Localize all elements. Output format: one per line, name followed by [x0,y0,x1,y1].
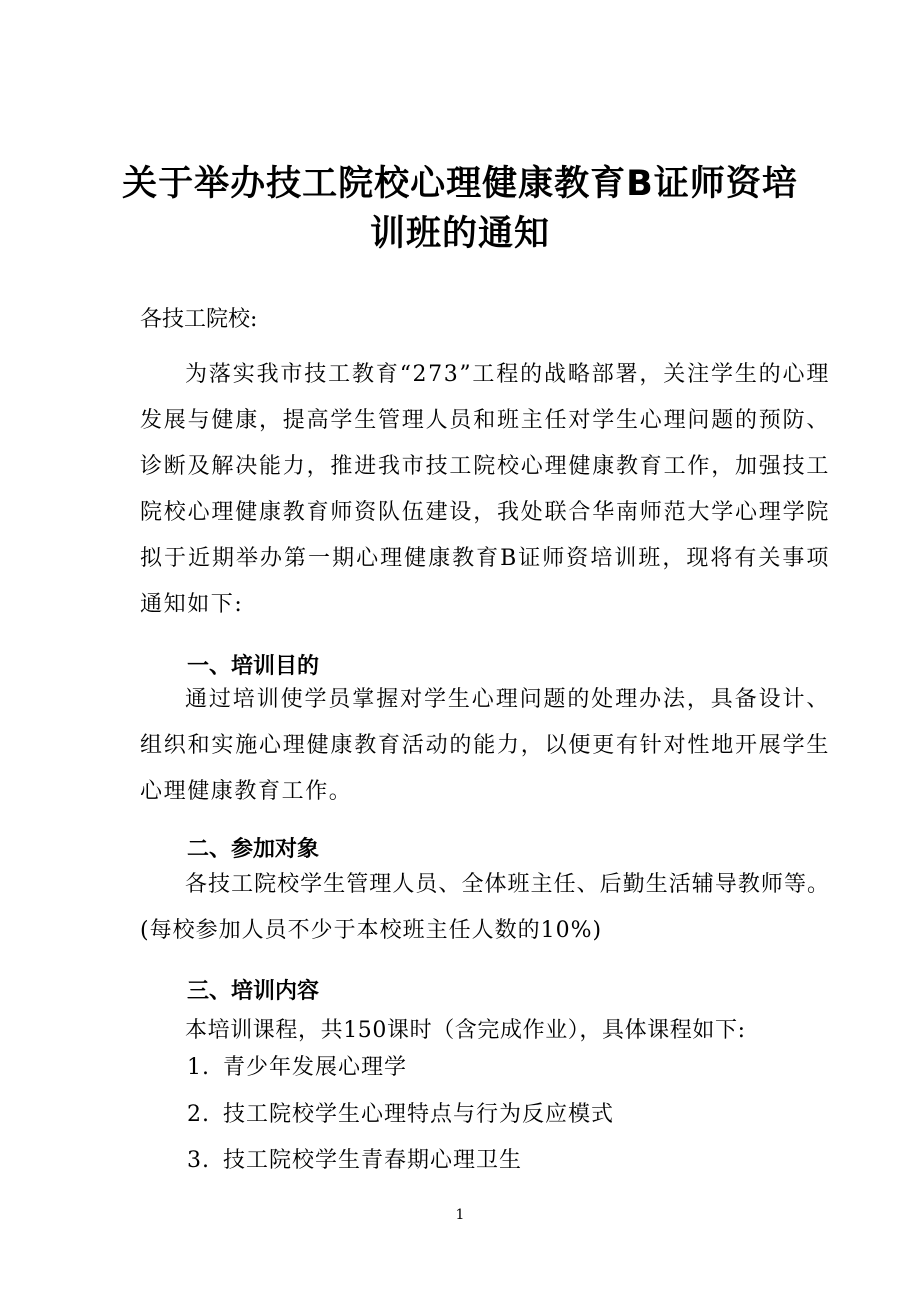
list-item-text: 技工院校学生心理特点与行为反应模式 [223,1102,615,1127]
list-item [187,1053,407,1083]
salutation: 各技工院校: [140,307,258,332]
page-number: 1 [455,1207,465,1223]
list-item-text: 技工院校学生青春期心理卫生 [223,1148,523,1173]
document-title-line-2: 训班的通知 [369,214,550,254]
section-heading-participants: 二、参加对象 [187,837,320,862]
list-item [187,1100,614,1130]
document-title-line-1: 关于举办技工院校心理健康教育B证师资培 [122,164,798,204]
section-body-purpose: 通过培训使学员掌握对学生心理问题的处理办法，具备设计、组织和实施心理健康教育活动的能力，以便更有针对性地开展学生心理健康教育工作。 [140,687,830,804]
section-body-participants: 各技工院校学生管理人员、全体班主任、后勤生活辅导教师等。(每校参加人员不少于本校班主任人数的10%) [140,872,830,943]
section-heading-purpose: 一、培训目的 [187,654,320,679]
section-body-content: 本培训课程，共150课时（含完成作业），具体课程如下: [185,1018,746,1043]
list-item-text: 青少年发展心理学 [223,1055,408,1080]
intro-paragraph: 为落实我市技工教育“273”工程的战略部署，关注学生的心理发展与健康，提高学生管理人员和班主任对学生心理问题的预防、诊断及解决能力，推进我市技工院校心理健康教育工作，加强技工院校心理健康教育师资队伍建设，我处联合华南师范大学心理学院拟于近期举办第一期心理健康教育B证师资培训班，现将有关事项通知如下: [140,362,830,617]
list-item-number: 3. [187,1148,210,1173]
list-item [187,1146,522,1176]
list-item-number: 2. [187,1102,210,1127]
section-heading-content: 三、培训内容 [187,979,320,1004]
list-item-number: 1. [187,1055,210,1080]
